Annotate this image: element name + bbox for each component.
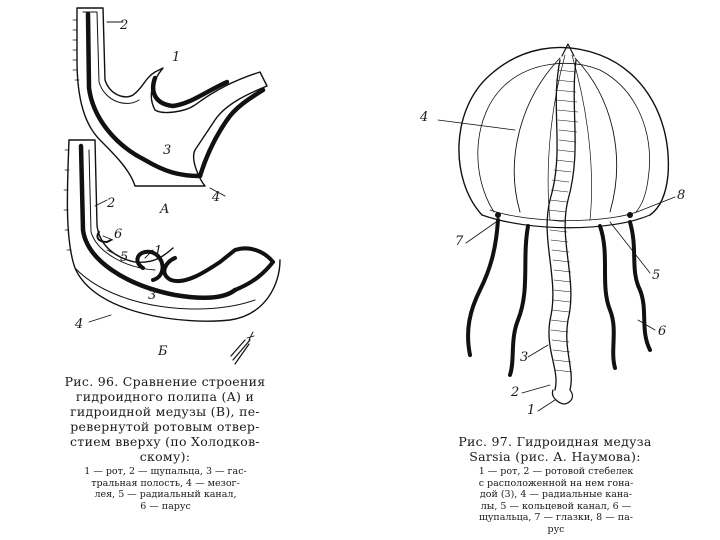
tentacle-1 — [468, 220, 498, 355]
fig96-legend-line: 6 — парус — [140, 500, 191, 512]
polyp-a-drawing — [73, 8, 267, 186]
fig96-label-3b: 3 — [148, 288, 157, 303]
fig96-legend-line: тральная полость, 4 — мезог- — [91, 477, 240, 489]
fig96-label-1a: 1 — [172, 50, 181, 65]
fig97-label-7: 7 — [455, 234, 464, 249]
figure-96-drawing — [55, 0, 355, 380]
fig96-label-2a: 2 — [120, 18, 129, 33]
fig96-caption — [55, 374, 275, 464]
fig97-label-4: 4 — [420, 110, 429, 125]
fig97-legend-line: лы, 5 — кольцевой канал, 6 — — [480, 500, 632, 512]
fig97-legend-line: 1 — рот, 2 — ротовой стебелек — [478, 466, 634, 477]
fig96-legend-line: лея, 5 — радиальный канал, — [94, 489, 237, 500]
fig97-label-2: 2 — [511, 385, 520, 400]
fig96-legend — [58, 466, 273, 512]
fig96-label-4b: 4 — [75, 317, 84, 332]
fig96-label-4a: 4 — [212, 190, 221, 205]
tentacle-4 — [630, 222, 650, 350]
fig96-caption-line: гидроидного полипа (A) и — [75, 389, 255, 404]
fig96-label-1b: 1 — [154, 244, 163, 259]
fig96-caption-line: Рис. 96. Сравнение строения — [64, 374, 266, 389]
fig96-label-6b: 6 — [114, 227, 123, 242]
small-polyp-sketch — [231, 332, 254, 364]
fig97-legend-line: рус — [547, 523, 565, 535]
fig96-label-2b: 2 — [107, 196, 116, 211]
fig97-caption — [420, 434, 690, 464]
fig96-legend-line: 1 — рот, 2 — щупальца, 3 — гас- — [84, 466, 247, 477]
fig96-label-B: Б — [158, 344, 168, 359]
fig97-caption-line: Рис. 97. Гидроидная медуза — [458, 434, 652, 449]
fig97-legend-line: с расположенной на нем гона- — [478, 477, 634, 489]
fig96-caption-line: гидроидной медузы (B), пе- — [70, 404, 260, 419]
fig97-legend-line: дой (3), 4 — радиальные кана- — [479, 489, 633, 500]
fig96-label-3a: 3 — [163, 143, 172, 158]
bell-outline — [459, 48, 668, 215]
figure-97-drawing — [410, 0, 710, 420]
fig96-label-A: A — [160, 202, 170, 217]
fig97-label-1: 1 — [527, 403, 536, 418]
fig97-label-8: 8 — [677, 188, 686, 203]
medusa-b-drawing — [64, 140, 280, 321]
manubrium-right — [565, 60, 576, 390]
fig97-label-5: 5 — [652, 268, 661, 283]
fig96-caption-line: скому): — [139, 449, 191, 464]
fig97-legend — [425, 466, 687, 535]
tentacle-3 — [600, 226, 615, 368]
fig97-legend-line: щупальца, 7 — глазки, 8 — па- — [479, 512, 633, 523]
fig96-label-5b: 5 — [120, 250, 129, 265]
fig97-label-6: 6 — [658, 324, 667, 339]
fig96-caption-line: стием вверху (по Холодков- — [70, 434, 260, 449]
fig96-caption-line: ревернутой ротовым отвер- — [70, 419, 260, 434]
fig97-caption-line: Sarsia (рис. А. Наумова): — [469, 449, 641, 464]
fig97-label-3: 3 — [520, 350, 529, 365]
